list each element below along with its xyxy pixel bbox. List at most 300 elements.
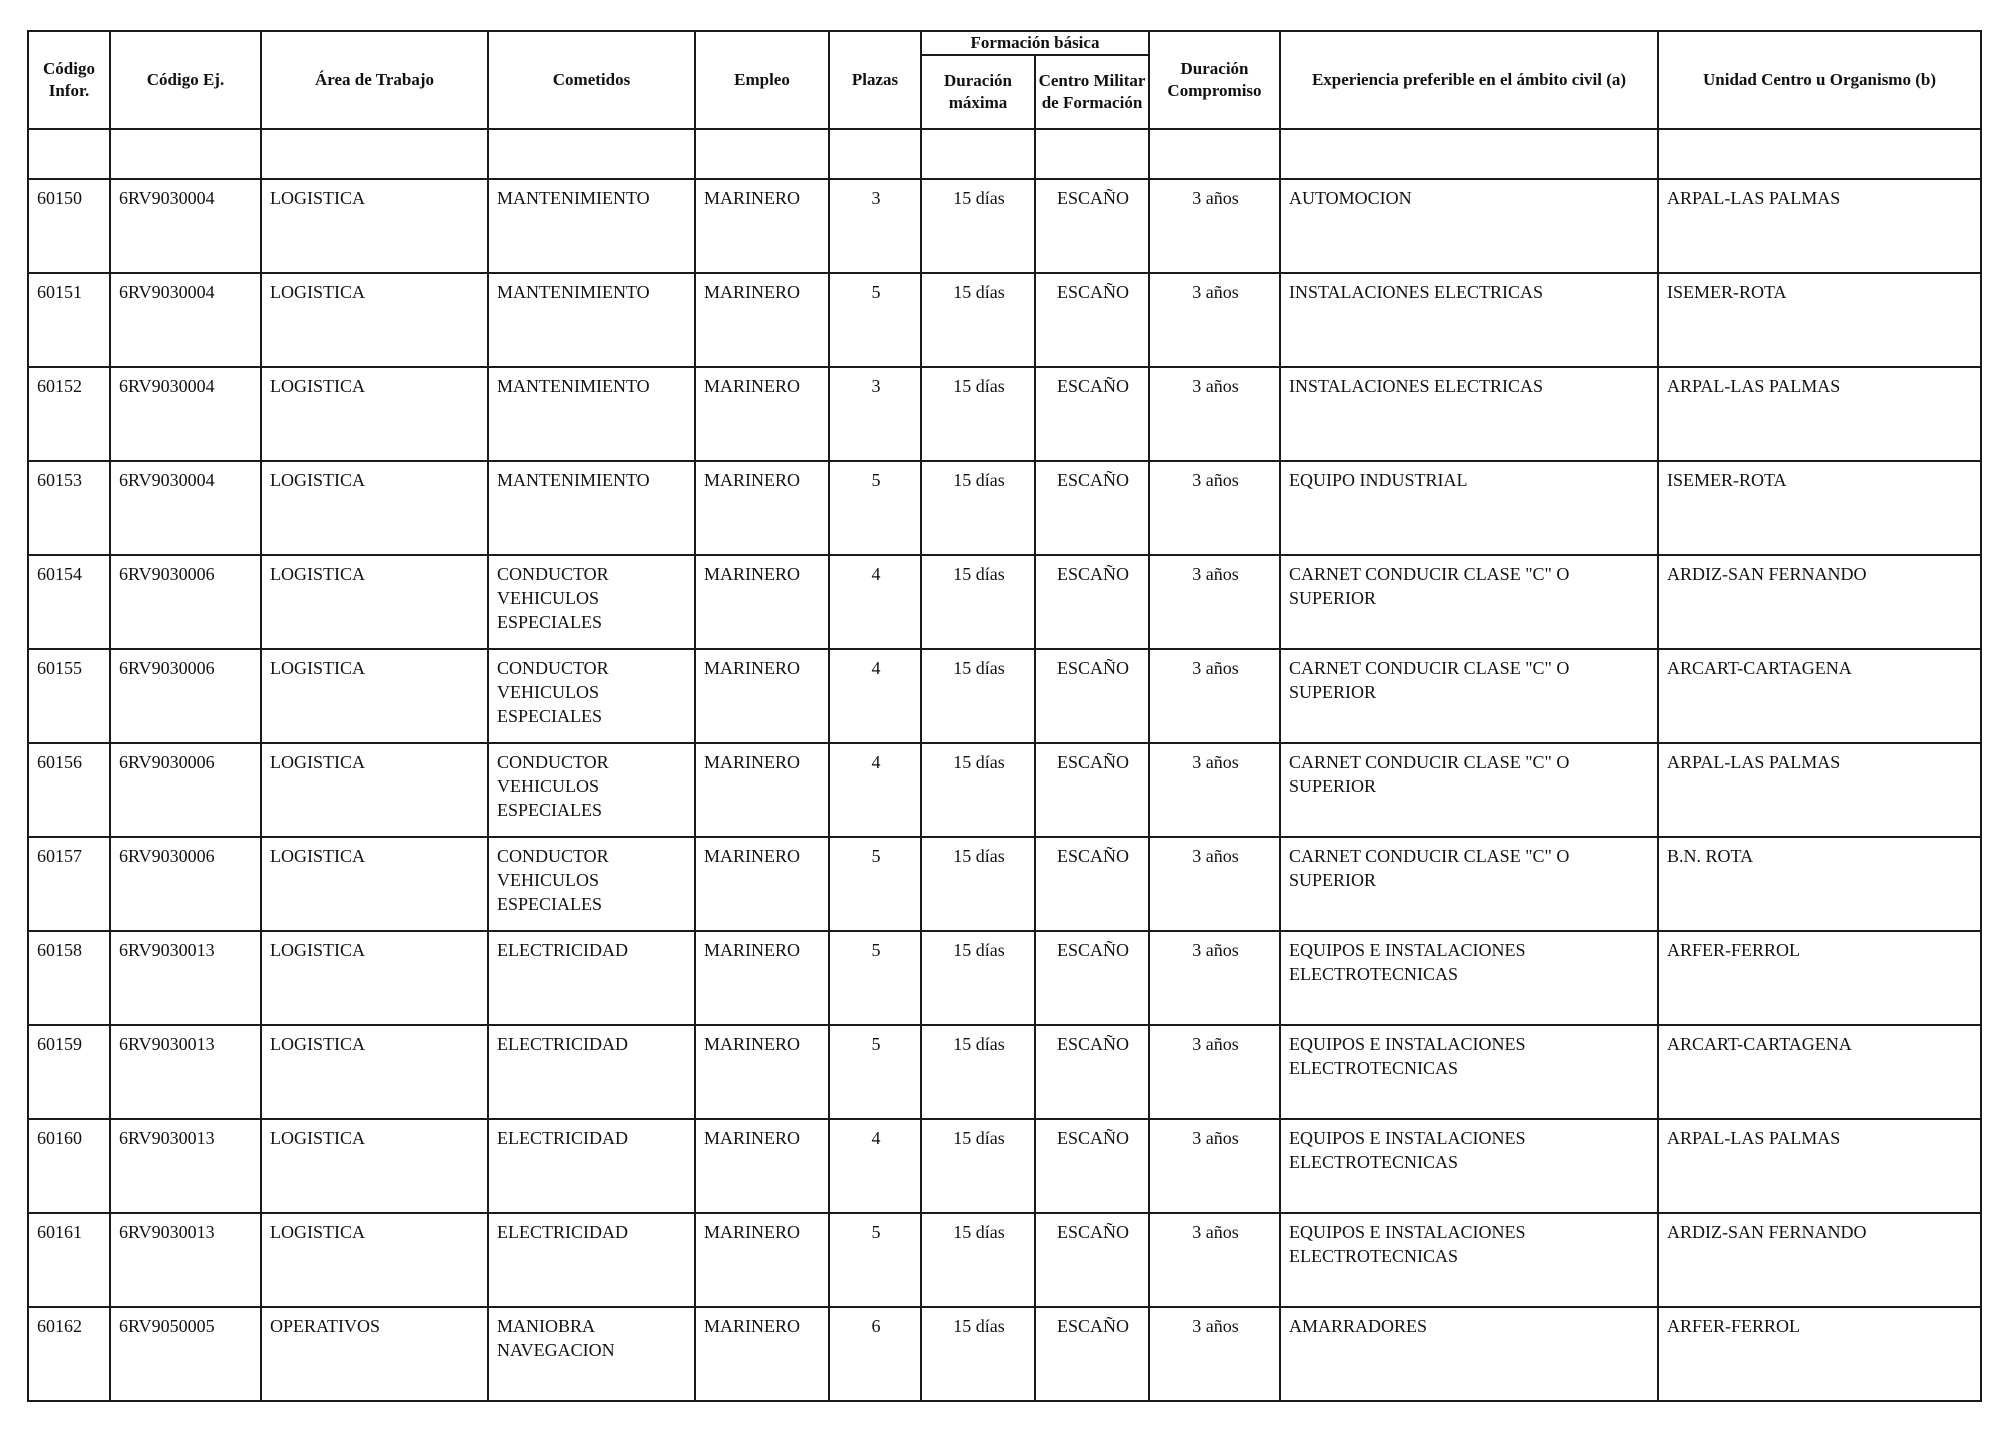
cell-empleo: [695, 1307, 829, 1401]
cell-duracion-compromiso: [1149, 367, 1280, 461]
cell-centro-militar: [1035, 555, 1149, 649]
cell-duracion-maxima-text: 15 días: [953, 1034, 1005, 1054]
cell-duracion-maxima: [921, 743, 1035, 837]
cell-centro-militar-text: ESCAÑO: [1056, 1222, 1129, 1242]
cell-plazas-text: 5: [871, 846, 881, 866]
cell-experiencia-text: CARNET CONDUCIR CLASE "C" O SUPERIOR: [1289, 564, 1570, 608]
cell-empleo: [695, 837, 829, 931]
cell-experiencia: [1280, 1213, 1658, 1307]
cell-unidad: [1658, 179, 1981, 273]
cell-experiencia: [1280, 1119, 1658, 1213]
cell-plazas: [829, 273, 921, 367]
cell-area-trabajo-text: LOGISTICA: [270, 188, 365, 208]
cell-duracion-maxima: [921, 1025, 1035, 1119]
cell-unidad-text: ARDIZ-SAN FERNANDO: [1667, 564, 1867, 584]
cell-centro-militar-text: ESCAÑO: [1056, 1034, 1129, 1054]
cell-empleo-text: MARINERO: [704, 564, 801, 584]
empty-row: [28, 129, 1981, 179]
cell-cometidos: [488, 1025, 695, 1119]
cell-area-trabajo: [261, 1307, 488, 1401]
cell-unidad-text: ARPAL-LAS PALMAS: [1667, 188, 1841, 208]
cell-empleo-text: MARINERO: [704, 1128, 801, 1148]
cell-experiencia-text: AUTOMOCION: [1289, 188, 1412, 208]
cell-experiencia: [1280, 837, 1658, 931]
cell-duracion-compromiso: [1149, 1025, 1280, 1119]
cell-centro-militar: [1035, 931, 1149, 1025]
cell-cometidos: [488, 743, 695, 837]
cell-experiencia-text: INSTALACIONES ELECTRICAS: [1289, 376, 1544, 396]
cell-duracion-compromiso-text: 3 años: [1192, 470, 1239, 490]
cell-area-trabajo: [261, 649, 488, 743]
table-row: [28, 649, 1981, 743]
cell-cometidos-text: MANTENIMIENTO: [497, 282, 650, 302]
cell-plazas-text: 4: [871, 1128, 881, 1148]
cell-codigo-infor: [28, 555, 110, 649]
table-body: [28, 129, 1981, 1401]
cell-duracion-compromiso-text: 3 años: [1192, 846, 1239, 866]
cell-duracion-maxima-text: 15 días: [953, 470, 1005, 490]
cell-plazas: [829, 837, 921, 931]
header-codigo-ej: Código Ej.: [110, 31, 261, 129]
cell-duracion-maxima: [921, 273, 1035, 367]
cell-codigo-ej-text: 6RV9030006: [119, 658, 215, 678]
cell-cometidos-text: CONDUCTOR VEHICULOS ESPECIALES: [497, 846, 609, 914]
cell-area-trabajo-text: LOGISTICA: [270, 752, 365, 772]
cell-empleo: [695, 555, 829, 649]
cell-codigo-ej-text: 6RV9030013: [119, 1034, 215, 1054]
cell-plazas: [829, 1213, 921, 1307]
cell-cometidos: [488, 837, 695, 931]
cell-centro-militar-text: ESCAÑO: [1056, 188, 1129, 208]
cell-unidad-text: ARPAL-LAS PALMAS: [1667, 376, 1841, 396]
cell-experiencia: [1280, 1307, 1658, 1401]
cell-duracion-compromiso: [1149, 555, 1280, 649]
cell-centro-militar: [1035, 1213, 1149, 1307]
cell-empleo: [695, 1025, 829, 1119]
cell-codigo-infor: [28, 1307, 110, 1401]
cell-codigo-infor-text: 60159: [37, 1034, 82, 1054]
cell-area-trabajo-text: LOGISTICA: [270, 470, 365, 490]
cell-area-trabajo-text: LOGISTICA: [270, 564, 365, 584]
cell-unidad: [1658, 273, 1981, 367]
cell-plazas: [829, 461, 921, 555]
cell-cometidos-text: ELECTRICIDAD: [497, 940, 628, 960]
cell-codigo-infor-text: 60153: [37, 470, 82, 490]
cell-unidad-text: ARPAL-LAS PALMAS: [1667, 1128, 1841, 1148]
cell-area-trabajo: [261, 743, 488, 837]
cell-centro-militar: [1035, 837, 1149, 931]
cell-codigo-infor-text: 60150: [37, 188, 82, 208]
cell-plazas: [829, 179, 921, 273]
cell-duracion-compromiso: [1149, 1307, 1280, 1401]
cell-duracion-compromiso: [1149, 743, 1280, 837]
cell-area-trabajo-text: LOGISTICA: [270, 282, 365, 302]
cell-unidad: [1658, 1213, 1981, 1307]
cell-area-trabajo-text: LOGISTICA: [270, 376, 365, 396]
cell-area-trabajo-text: LOGISTICA: [270, 846, 365, 866]
cell-codigo-ej: [110, 1119, 261, 1213]
cell-area-trabajo: [261, 1213, 488, 1307]
cell-plazas-text: 3: [871, 188, 881, 208]
cell-centro-militar-text: ESCAÑO: [1056, 1316, 1129, 1336]
cell-plazas-text: 3: [871, 376, 881, 396]
cell-centro-militar: [1035, 461, 1149, 555]
cell-duracion-maxima: [921, 1307, 1035, 1401]
cell-codigo-ej-text: 6RV9030004: [119, 188, 215, 208]
cell-codigo-ej-text: 6RV9030004: [119, 376, 215, 396]
cell-duracion-compromiso-text: 3 años: [1192, 376, 1239, 396]
cell-codigo-ej-text: 6RV9030004: [119, 470, 215, 490]
cell-codigo-ej-text: 6RV9030006: [119, 752, 215, 772]
cell-unidad-text: ARPAL-LAS PALMAS: [1667, 752, 1841, 772]
cell-area-trabajo: [261, 1119, 488, 1213]
table-row: [28, 273, 1981, 367]
cell-empleo-text: MARINERO: [704, 846, 801, 866]
cell-area-trabajo: [261, 837, 488, 931]
cell-codigo-ej-text: 6RV9030013: [119, 1222, 215, 1242]
cell-experiencia-text: INSTALACIONES ELECTRICAS: [1289, 282, 1544, 302]
cell-experiencia: [1280, 649, 1658, 743]
cell-cometidos-text: MANTENIMIENTO: [497, 188, 650, 208]
cell-duracion-compromiso: [1149, 837, 1280, 931]
cell-experiencia: [1280, 367, 1658, 461]
cell-plazas: [829, 1119, 921, 1213]
cell-area-trabajo: [261, 1025, 488, 1119]
cell-codigo-infor-text: 60160: [37, 1128, 82, 1148]
table-row: [28, 1025, 1981, 1119]
cell-duracion-maxima-text: 15 días: [953, 564, 1005, 584]
cell-empleo: [695, 461, 829, 555]
cell-experiencia: [1280, 743, 1658, 837]
cell-codigo-infor-text: 60161: [37, 1222, 82, 1242]
cell-empleo: [695, 931, 829, 1025]
cell-empleo-text: MARINERO: [704, 376, 801, 396]
cell-duracion-compromiso-text: 3 años: [1192, 1222, 1239, 1242]
cell-centro-militar-text: ESCAÑO: [1056, 1128, 1129, 1148]
cell-duracion-compromiso-text: 3 años: [1192, 1128, 1239, 1148]
cell-empleo: [695, 179, 829, 273]
cell-area-trabajo-text: LOGISTICA: [270, 1128, 365, 1148]
cell-experiencia: [1280, 179, 1658, 273]
cell-unidad: [1658, 931, 1981, 1025]
cell-codigo-infor: [28, 931, 110, 1025]
cell-area-trabajo-text: LOGISTICA: [270, 1034, 365, 1054]
cell-codigo-infor: [28, 1119, 110, 1213]
cell-empleo: [695, 743, 829, 837]
cell-area-trabajo-text: LOGISTICA: [270, 940, 365, 960]
header-centro-militar: Centro Militar de Formación: [1035, 55, 1149, 129]
header-cometidos: Cometidos: [488, 31, 695, 129]
cell-plazas: [829, 555, 921, 649]
cell-duracion-compromiso-text: 3 años: [1192, 1316, 1239, 1336]
cell-duracion-maxima: [921, 1119, 1035, 1213]
cell-plazas-text: 4: [871, 658, 881, 678]
cell-unidad: [1658, 367, 1981, 461]
cell-cometidos-text: CONDUCTOR VEHICULOS ESPECIALES: [497, 658, 609, 726]
cell-area-trabajo: [261, 461, 488, 555]
cell-codigo-infor-text: 60156: [37, 752, 82, 772]
cell-area-trabajo: [261, 931, 488, 1025]
header-row-top: [28, 31, 1981, 55]
cell-codigo-infor-text: 60157: [37, 846, 82, 866]
cell-codigo-ej-text: 6RV9030006: [119, 846, 215, 866]
cell-duracion-maxima-text: 15 días: [953, 376, 1005, 396]
cell-duracion-compromiso: [1149, 179, 1280, 273]
cell-cometidos-text: ELECTRICIDAD: [497, 1128, 628, 1148]
cell-unidad: [1658, 1025, 1981, 1119]
cell-cometidos-text: MANTENIMIENTO: [497, 470, 650, 490]
cell-unidad: [1658, 555, 1981, 649]
cell-area-trabajo: [261, 367, 488, 461]
header-formacion-basica: Formación básica: [921, 31, 1149, 55]
cell-codigo-ej-text: 6RV9030004: [119, 282, 215, 302]
cell-duracion-compromiso-text: 3 años: [1192, 658, 1239, 678]
cell-area-trabajo-text: LOGISTICA: [270, 658, 365, 678]
cell-centro-militar: [1035, 273, 1149, 367]
cell-cometidos: [488, 649, 695, 743]
cell-centro-militar: [1035, 367, 1149, 461]
cell-cometidos: [488, 931, 695, 1025]
cell-codigo-infor-text: 60155: [37, 658, 82, 678]
cell-plazas-text: 5: [871, 282, 881, 302]
cell-duracion-maxima: [921, 837, 1035, 931]
table-row: [28, 1213, 1981, 1307]
cell-plazas: [829, 931, 921, 1025]
cell-plazas: [829, 1025, 921, 1119]
cell-cometidos: [488, 1119, 695, 1213]
cell-unidad: [1658, 649, 1981, 743]
cell-duracion-maxima: [921, 1213, 1035, 1307]
cell-duracion-maxima-text: 15 días: [953, 752, 1005, 772]
cell-duracion-maxima: [921, 179, 1035, 273]
cell-centro-militar: [1035, 649, 1149, 743]
cell-codigo-ej: [110, 367, 261, 461]
cell-duracion-compromiso-text: 3 años: [1192, 1034, 1239, 1054]
table-row: [28, 1307, 1981, 1401]
cell-empleo-text: MARINERO: [704, 1034, 801, 1054]
cell-experiencia: [1280, 1025, 1658, 1119]
cell-experiencia: [1280, 931, 1658, 1025]
cell-duracion-maxima-text: 15 días: [953, 658, 1005, 678]
cell-duracion-maxima: [921, 931, 1035, 1025]
cell-cometidos: [488, 179, 695, 273]
cell-cometidos-text: CONDUCTOR VEHICULOS ESPECIALES: [497, 564, 609, 632]
cell-centro-militar-text: ESCAÑO: [1056, 658, 1129, 678]
cell-unidad-text: ARFER-FERROL: [1667, 940, 1801, 960]
header-codigo-infor: Código Infor.: [28, 31, 110, 129]
header-experiencia: Experiencia preferible en el ámbito civil (a): [1280, 31, 1658, 129]
cell-duracion-maxima-text: 15 días: [953, 846, 1005, 866]
cell-codigo-infor: [28, 367, 110, 461]
table-row: [28, 837, 1981, 931]
cell-plazas-text: 4: [871, 752, 881, 772]
cell-codigo-infor-text: 60158: [37, 940, 82, 960]
cell-codigo-infor-text: 60151: [37, 282, 82, 302]
cell-unidad-text: ARCART-CARTAGENA: [1667, 658, 1852, 678]
cell-cometidos-text: ELECTRICIDAD: [497, 1222, 628, 1242]
table-row: [28, 743, 1981, 837]
cell-cometidos-text: MANIOBRA NAVEGACION: [497, 1316, 615, 1360]
cell-centro-militar: [1035, 743, 1149, 837]
cell-codigo-ej: [110, 931, 261, 1025]
plazas-table: [27, 30, 1982, 1402]
cell-plazas-text: 5: [871, 1034, 881, 1054]
cell-empleo: [695, 273, 829, 367]
cell-duracion-compromiso: [1149, 931, 1280, 1025]
cell-area-trabajo: [261, 179, 488, 273]
cell-codigo-infor: [28, 1025, 110, 1119]
cell-codigo-ej: [110, 837, 261, 931]
cell-unidad-text: ISEMER-ROTA: [1667, 470, 1787, 490]
cell-centro-militar-text: ESCAÑO: [1056, 376, 1129, 396]
cell-cometidos: [488, 461, 695, 555]
cell-duracion-maxima: [921, 555, 1035, 649]
cell-duracion-compromiso-text: 3 años: [1192, 940, 1239, 960]
cell-plazas: [829, 1307, 921, 1401]
cell-cometidos: [488, 1213, 695, 1307]
header-duracion-maxima: Duración máxima: [921, 55, 1035, 129]
cell-codigo-infor: [28, 649, 110, 743]
cell-unidad-text: ISEMER-ROTA: [1667, 282, 1787, 302]
cell-codigo-infor: [28, 743, 110, 837]
cell-codigo-ej-text: 6RV9030006: [119, 564, 215, 584]
cell-centro-militar-text: ESCAÑO: [1056, 282, 1129, 302]
cell-empleo: [695, 1213, 829, 1307]
cell-codigo-ej: [110, 555, 261, 649]
cell-cometidos: [488, 367, 695, 461]
cell-duracion-maxima-text: 15 días: [953, 282, 1005, 302]
cell-codigo-ej-text: 6RV9030013: [119, 1128, 215, 1148]
cell-plazas: [829, 743, 921, 837]
cell-empleo-text: MARINERO: [704, 282, 801, 302]
cell-experiencia: [1280, 273, 1658, 367]
cell-unidad-text: ARFER-FERROL: [1667, 1316, 1801, 1336]
cell-duracion-compromiso-text: 3 años: [1192, 564, 1239, 584]
header-unidad: Unidad Centro u Organismo (b): [1658, 31, 1981, 129]
header-duracion-compromiso: Duración Compromiso: [1149, 31, 1280, 129]
cell-centro-militar-text: ESCAÑO: [1056, 940, 1129, 960]
cell-empleo-text: MARINERO: [704, 470, 801, 490]
table-row: [28, 931, 1981, 1025]
cell-empleo-text: MARINERO: [704, 752, 801, 772]
cell-codigo-infor-text: 60152: [37, 376, 82, 396]
cell-experiencia-text: AMARRADORES: [1289, 1316, 1428, 1336]
cell-experiencia-text: EQUIPO INDUSTRIAL: [1289, 470, 1468, 490]
cell-codigo-ej: [110, 273, 261, 367]
table-row: [28, 555, 1981, 649]
cell-cometidos-text: ELECTRICIDAD: [497, 1034, 628, 1054]
cell-experiencia: [1280, 555, 1658, 649]
cell-codigo-infor: [28, 1213, 110, 1307]
cell-codigo-ej: [110, 743, 261, 837]
cell-codigo-ej: [110, 649, 261, 743]
cell-unidad-text: ARDIZ-SAN FERNANDO: [1667, 1222, 1867, 1242]
cell-codigo-ej: [110, 1307, 261, 1401]
cell-experiencia-text: CARNET CONDUCIR CLASE "C" O SUPERIOR: [1289, 846, 1570, 890]
header-empleo: Empleo: [695, 31, 829, 129]
cell-empleo-text: MARINERO: [704, 658, 801, 678]
cell-unidad-text: B.N. ROTA: [1667, 846, 1754, 866]
cell-cometidos: [488, 555, 695, 649]
cell-duracion-maxima: [921, 367, 1035, 461]
cell-centro-militar: [1035, 1307, 1149, 1401]
cell-duracion-maxima-text: 15 días: [953, 1316, 1005, 1336]
cell-cometidos-text: MANTENIMIENTO: [497, 376, 650, 396]
cell-duracion-compromiso: [1149, 1213, 1280, 1307]
cell-duracion-maxima-text: 15 días: [953, 940, 1005, 960]
cell-centro-militar-text: ESCAÑO: [1056, 470, 1129, 490]
cell-area-trabajo: [261, 555, 488, 649]
cell-empleo: [695, 367, 829, 461]
cell-duracion-compromiso-text: 3 años: [1192, 188, 1239, 208]
cell-plazas-text: 5: [871, 940, 881, 960]
cell-codigo-infor-text: 60154: [37, 564, 82, 584]
cell-centro-militar-text: ESCAÑO: [1056, 564, 1129, 584]
cell-empleo-text: MARINERO: [704, 188, 801, 208]
cell-codigo-ej: [110, 179, 261, 273]
cell-codigo-infor: [28, 273, 110, 367]
table-row: [28, 367, 1981, 461]
cell-experiencia-text: EQUIPOS E INSTALACIONES ELECTROTECNICAS: [1289, 1128, 1526, 1172]
cell-codigo-infor: [28, 179, 110, 273]
cell-codigo-ej: [110, 1025, 261, 1119]
cell-plazas-text: 4: [871, 564, 881, 584]
cell-empleo: [695, 649, 829, 743]
cell-duracion-maxima: [921, 649, 1035, 743]
cell-empleo-text: MARINERO: [704, 1316, 801, 1336]
cell-duracion-maxima-text: 15 días: [953, 188, 1005, 208]
cell-duracion-maxima: [921, 461, 1035, 555]
cell-codigo-infor: [28, 837, 110, 931]
cell-experiencia-text: EQUIPOS E INSTALACIONES ELECTROTECNICAS: [1289, 1034, 1526, 1078]
cell-codigo-ej: [110, 461, 261, 555]
cell-experiencia: [1280, 461, 1658, 555]
cell-empleo-text: MARINERO: [704, 940, 801, 960]
cell-duracion-compromiso-text: 3 años: [1192, 752, 1239, 772]
cell-duracion-maxima-text: 15 días: [953, 1222, 1005, 1242]
cell-experiencia-text: CARNET CONDUCIR CLASE "C" O SUPERIOR: [1289, 658, 1570, 702]
cell-unidad: [1658, 461, 1981, 555]
cell-duracion-compromiso: [1149, 273, 1280, 367]
cell-unidad-text: ARCART-CARTAGENA: [1667, 1034, 1852, 1054]
cell-experiencia-text: CARNET CONDUCIR CLASE "C" O SUPERIOR: [1289, 752, 1570, 796]
cell-empleo: [695, 1119, 829, 1213]
cell-duracion-compromiso: [1149, 461, 1280, 555]
cell-area-trabajo: [261, 273, 488, 367]
cell-plazas-text: 6: [871, 1316, 881, 1336]
cell-codigo-ej-text: 6RV9030013: [119, 940, 215, 960]
cell-codigo-infor-text: 60162: [37, 1316, 82, 1336]
cell-cometidos: [488, 273, 695, 367]
cell-plazas: [829, 367, 921, 461]
table-row: [28, 179, 1981, 273]
cell-centro-militar-text: ESCAÑO: [1056, 752, 1129, 772]
table-row: [28, 461, 1981, 555]
cell-cometidos-text: CONDUCTOR VEHICULOS ESPECIALES: [497, 752, 609, 820]
cell-unidad: [1658, 743, 1981, 837]
cell-plazas: [829, 649, 921, 743]
cell-cometidos: [488, 1307, 695, 1401]
header-plazas: Plazas: [829, 31, 921, 129]
cell-centro-militar-text: ESCAÑO: [1056, 846, 1129, 866]
cell-centro-militar: [1035, 1119, 1149, 1213]
cell-area-trabajo-text: OPERATIVOS: [270, 1316, 381, 1336]
cell-duracion-compromiso: [1149, 649, 1280, 743]
cell-codigo-ej: [110, 1213, 261, 1307]
cell-duracion-compromiso-text: 3 años: [1192, 282, 1239, 302]
table-row: [28, 1119, 1981, 1213]
cell-codigo-infor: [28, 461, 110, 555]
